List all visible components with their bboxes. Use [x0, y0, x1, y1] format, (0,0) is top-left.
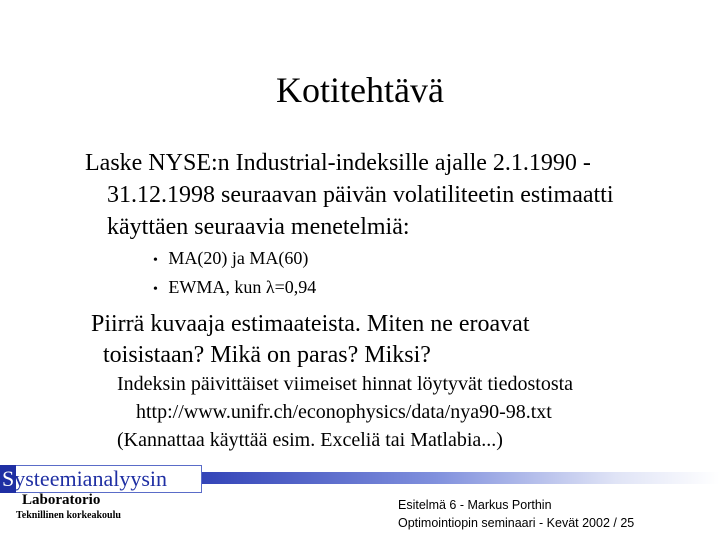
data-source-line-1: Indeksin päivittäiset viimeiset hinnat löytyvät tiedostosta: [117, 373, 574, 395]
slide-title: Kotitehtävä: [276, 70, 444, 110]
method-list-item: [153, 246, 308, 273]
data-source-line-3: (Kannattaa käyttää esim. Exceliä tai Matlabia...): [117, 429, 503, 451]
university-name: Teknillinen korkeakoulu: [16, 510, 121, 521]
logo-rest: ysteemianalyysin: [14, 466, 167, 491]
method-list-item: [153, 275, 316, 302]
logo-wordmark: [2, 467, 167, 491]
footer-seminar: Optimointiopin seminaari - Kevät 2002 / 25: [398, 516, 635, 530]
question-line-2: toisistaan? Mikä on paras? Miksi?: [103, 342, 431, 368]
footer-band: [202, 472, 720, 484]
logo-initial: S: [2, 466, 15, 491]
question-line-1: Piirrä kuvaaja estimaateista. Miten ne eroavat: [91, 311, 530, 337]
task-line-2: 31.12.1998 seuraavan päivän volatiliteetin estimaatti: [107, 182, 614, 208]
bullet-icon: •: [153, 253, 158, 268]
bullet-icon: •: [153, 282, 158, 297]
lab-name: Laboratorio: [22, 492, 101, 508]
task-line-1: Laske NYSE:n Industrial-indeksille ajalle 2.1.1990 -: [85, 150, 591, 176]
data-source-url: http://www.unifr.ch/econophysics/data/nya90-98.txt: [136, 401, 552, 423]
method-label: EWMA, kun λ=0,94: [168, 277, 317, 297]
method-label: MA(20) ja MA(60): [168, 248, 309, 268]
task-line-3: käyttäen seuraavia menetelmiä:: [107, 214, 410, 240]
footer-presenter: Esitelmä 6 - Markus Porthin: [398, 498, 552, 512]
